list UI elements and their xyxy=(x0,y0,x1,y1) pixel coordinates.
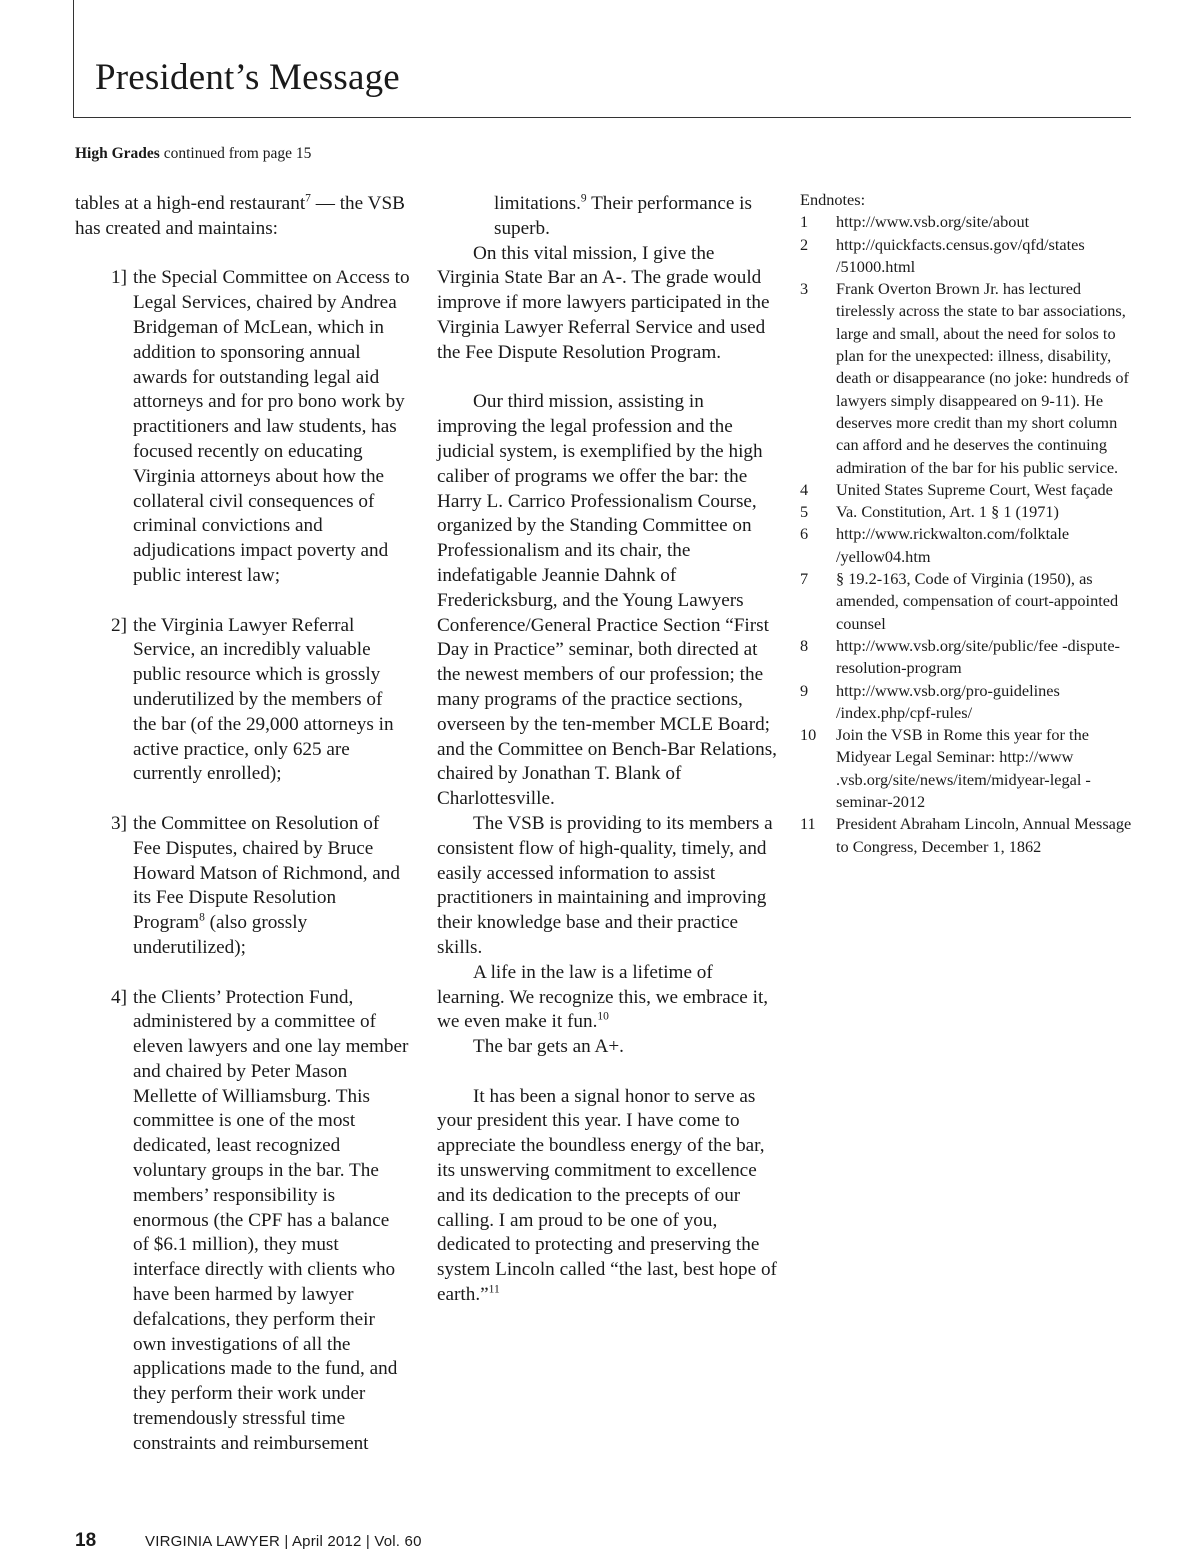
footnote-ref-11: 11 xyxy=(488,1283,500,1296)
list-number: 3] xyxy=(111,812,127,834)
footnote-ref-7: 7 xyxy=(305,192,311,205)
col2-paragraph-3: The VSB is providing to its members a consistent flow of high-quality, timely, and easily accessed information to assist practitioners in maintaining and improving their knowledge base and their practice skills. xyxy=(437,812,773,958)
endnote-text: President Abraham Lincoln, Annual Message to Congress, December 1, 1862 xyxy=(836,814,1132,856)
endnote-1 xyxy=(800,211,1135,233)
endnote-number: 2 xyxy=(800,234,809,254)
endnote-number: 3 xyxy=(800,279,809,299)
endnote-text: Va. Constitution, Art. 1 § 1 (1971) xyxy=(836,502,1059,522)
col1-intro: tables at a high-end restaurant$^7$ — the VSB has created and maintains: xyxy=(75,192,405,239)
endnote-list xyxy=(800,211,1135,858)
endnote-number: 9 xyxy=(800,680,809,700)
list-text: the Committee on Resolution of Fee Disputes, chaired by Bruce Howard Matson of Richmond, and its Fee Dispute Resolution Program$^8$ (also grossly underutilized); xyxy=(133,812,400,958)
endnote-3 xyxy=(800,278,1135,479)
endnote-number: 5 xyxy=(800,502,809,522)
endnote-number: 4 xyxy=(800,479,809,499)
page-footer xyxy=(75,1530,422,1552)
endnote-text: http://www.vsb.org/pro-guidelines /index.php/cpf-rules/ xyxy=(836,680,1060,722)
continued-line xyxy=(75,145,311,163)
footnote-ref-10: 10 xyxy=(597,1010,609,1023)
endnote-number: 7 xyxy=(800,569,809,589)
endnote-text: United States Supreme Court, West façade xyxy=(836,479,1113,499)
col2-paragraph-1: On this vital mission, I give the Virginia State Bar an A-. The grade would improve if more lawyers participated in the Virginia Lawyer Referral Service and used the Fee Dispute Resolution Program. xyxy=(437,242,770,363)
section-title: President’s Message xyxy=(95,57,400,98)
endnote-6 xyxy=(800,523,1135,568)
header-horizontal-rule xyxy=(73,117,1131,118)
list-number: 1] xyxy=(111,267,127,289)
endnote-number: 11 xyxy=(800,814,816,834)
footnote-ref-9: 9 xyxy=(580,192,587,205)
footnote-ref-8: 8 xyxy=(199,911,205,924)
header-vertical-rule xyxy=(73,0,74,118)
col2-continuation: limitations.$^9$ Their performance is superb. xyxy=(494,192,752,239)
endnote-5 xyxy=(800,501,1135,523)
list-item-3 xyxy=(111,812,410,961)
endnote-number: 8 xyxy=(800,635,809,655)
list-text: the Clients’ Protection Fund, administered by a committee of eleven lawyers and one lay member and chaired by Peter Mason Mellette of Williamsburg. This committee is one of the most dedicated, least recognized voluntary groups in the bar. The members’ responsibility is enormous (the CPF has a balance of $6.1 million), they must interface directly with clients who have been harmed by lawyer defalcations, they perform their own investigations of all the applications made to the fund, and they perform their work under tremendously stressful time constraints and reimbursement xyxy=(133,986,409,1454)
list-number: 2] xyxy=(111,614,127,636)
list-text: the Special Committee on Access to Legal Services, chaired by Andrea Bridgeman of McLean, which in addition to sponsoring annual awards for outstanding legal aid attorneys and for pro bono work by practitioners and law students, has focused recently on educating Virginia attorneys about how the collateral civil consequences of criminal convictions and adjudications impact poverty and public interest law; xyxy=(133,267,410,586)
endnotes xyxy=(800,189,1135,858)
endnote-text: http://www.vsb.org/site/about xyxy=(836,212,1030,232)
continued-from-text: continued from page 15 xyxy=(159,145,312,162)
endnotes-heading: Endnotes: xyxy=(800,190,866,209)
endnote-8 xyxy=(800,635,1135,680)
col2-paragraph-6: It has been a signal honor to serve as your president this year. I have come to appreciate the boundless energy of the bar, its unswerving commitment to excellence and its dedication to the precepts of our calling. I am proud to be one of you, dedicated to protecting and preserving the system Lincoln called “the last, best hope of earth.”$^{11}$ xyxy=(437,1085,777,1306)
col2-paragraph-4: A life in the law is a lifetime of learning. We recognize this, we embrace it, we even make it fun.$^{10}$ xyxy=(437,961,769,1033)
list-item-2 xyxy=(111,614,410,788)
endnote-text: Join the VSB in Rome this year for the Midyear Legal Seminar: http://www .vsb.org/site/news/item/midyear-legal -seminar-2012 xyxy=(836,725,1091,812)
list-item-1 xyxy=(111,266,410,588)
endnote-4 xyxy=(800,479,1135,501)
endnote-number: 6 xyxy=(800,524,809,544)
column-1 xyxy=(75,192,410,1457)
column-2 xyxy=(437,192,777,1308)
endnote-text: http://www.vsb.org/site/public/fee -dispute-resolution-program xyxy=(836,635,1120,678)
publication-line: VIRGINIA LAWYER | April 2012 | Vol. 60 xyxy=(145,1533,422,1550)
col2-paragraph-2: Our third mission, assisting in improving the legal profession and the judicial system, is exemplified by the high caliber of programs we offer the bar: the Harry L. Carrico Professionalism Course, organized by the Standing Committee on Professionalism and its chair, the indefatigable Jeannie Dahnk of Fredericksburg, and the Young Lawyers Conference/General Practice Section “First Day in Practice” seminar, both directed at the newest members of our profession; the many programs of the practice sections, overseen by the ten-member MCLE Board; and the Committee on Bench-Bar Relations, chaired by Jonathan T. Blank of Charlottesville. xyxy=(437,391,777,810)
endnote-number: 1 xyxy=(800,212,809,232)
endnote-11 xyxy=(800,813,1135,858)
endnote-number: 10 xyxy=(800,725,817,745)
endnote-10 xyxy=(800,724,1135,813)
endnote-text: http://www.rickwalton.com/folktale /yellow04.htm xyxy=(836,524,1070,566)
continued-article-name: High Grades xyxy=(75,145,160,162)
list-number: 4] xyxy=(111,986,127,1008)
endnote-2 xyxy=(800,234,1135,279)
page-number: 18 xyxy=(75,1530,97,1551)
endnote-7 xyxy=(800,568,1135,635)
endnote-text: § 19.2-163, Code of Virginia (1950), as amended, compensation of court-appointed counsel xyxy=(836,569,1119,633)
list-item-4 xyxy=(111,986,410,1457)
endnote-text: http://quickfacts.census.gov/qfd/states /51000.html xyxy=(836,234,1085,276)
list-text: the Virginia Lawyer Referral Service, an incredibly valuable public resource which is grossly underutilized by the members of the bar (of the 29,000 attorneys in active practice, only 625 are currently enrolled); xyxy=(133,614,394,785)
endnote-text: Frank Overton Brown Jr. has lectured tirelessly across the state to bar associations, large and small, about the need for solos to plan for the unexpected: illness, disability, death or disappearance (no joke: hundreds of lawyers simply disappeared on 9-11). He deserves more credit than my short column can afford and he deserves the continuing admiration of the bar for his public service. xyxy=(836,279,1129,477)
col2-paragraph-5: The bar gets an A+. xyxy=(473,1036,624,1058)
endnote-9 xyxy=(800,680,1135,725)
